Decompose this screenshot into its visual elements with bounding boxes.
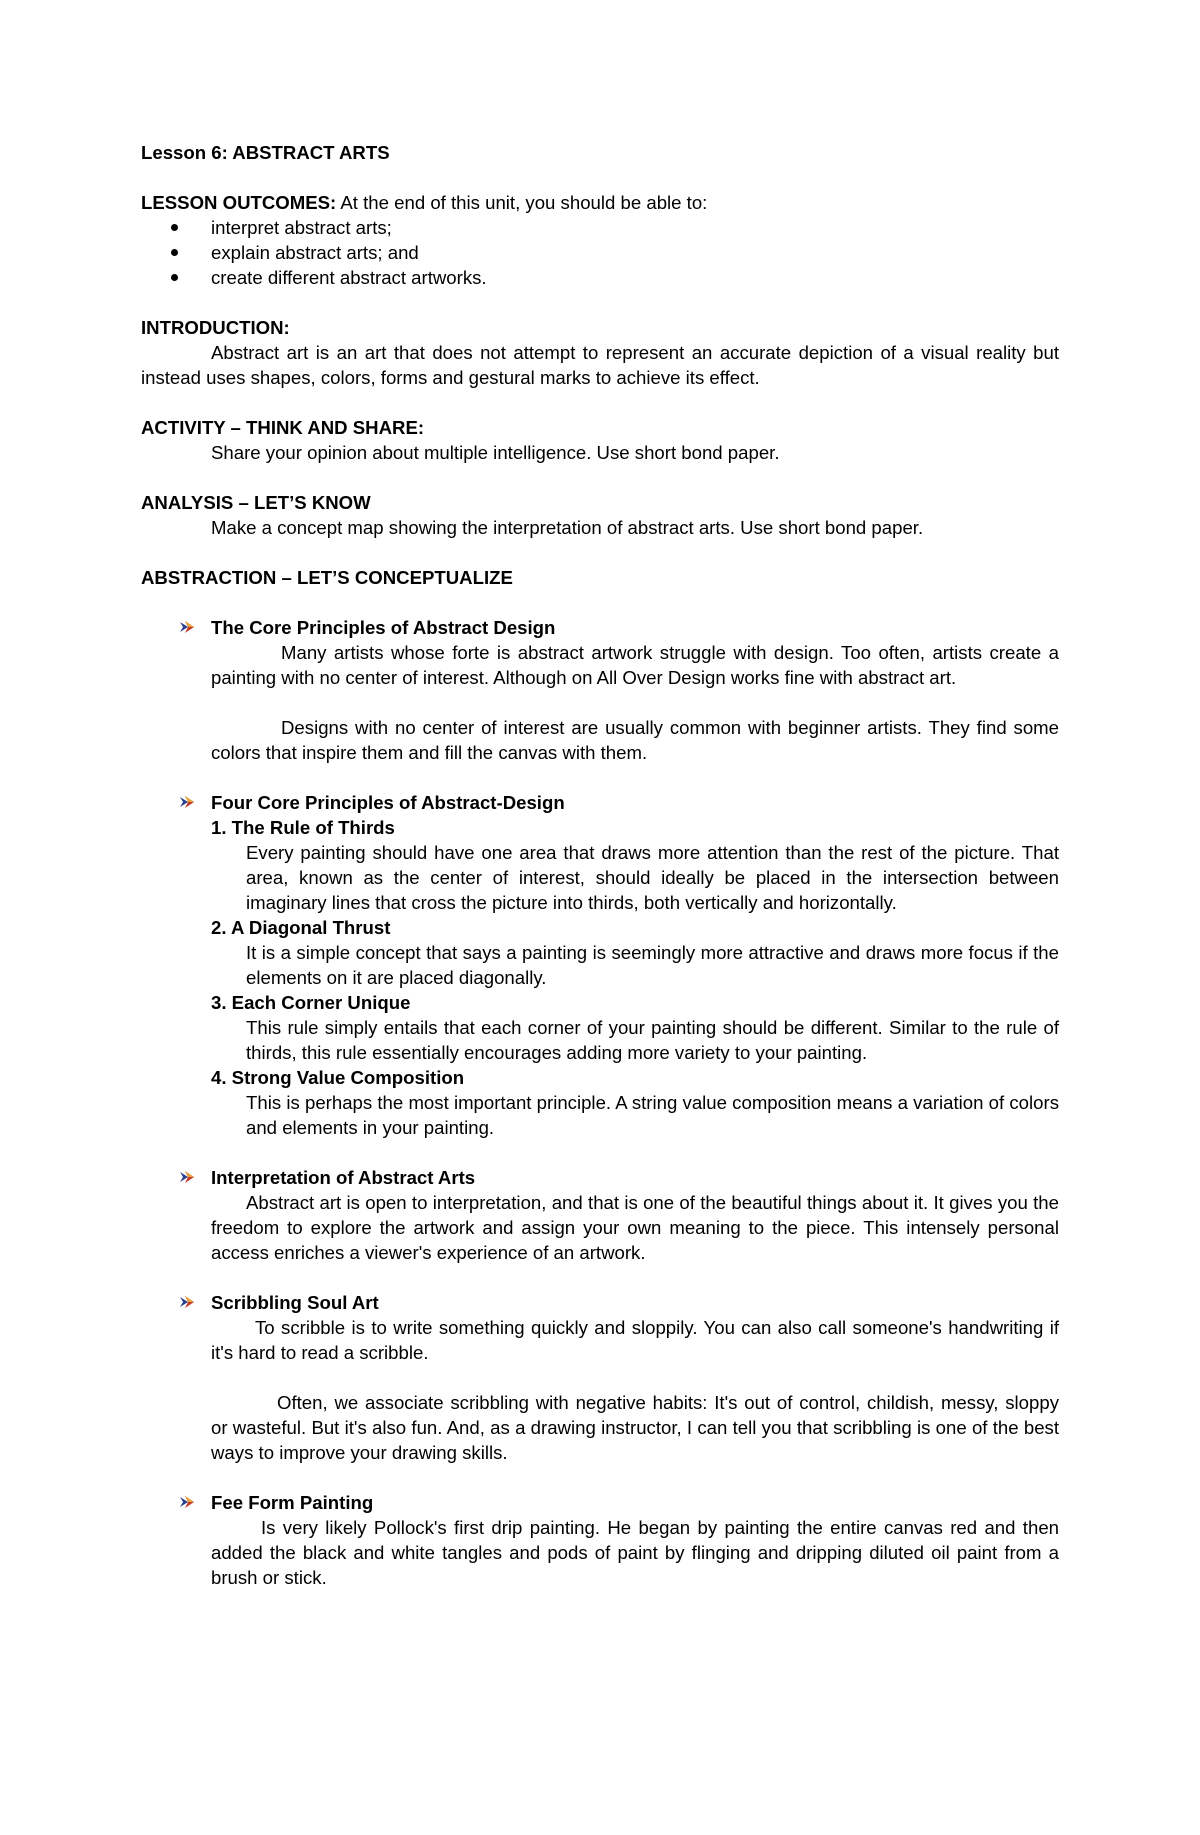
topic-title: The Core Principles of Abstract Design (211, 617, 556, 638)
principle-text: This rule simply entails that each corner of your painting should be different. Similar to the rule of thirds, this rule essentially encourages adding more variety to your painting. (246, 1017, 1059, 1063)
arrow-bullet-icon (179, 795, 195, 809)
topic-paragraph: Is very likely Pollock's first drip painting. He began by painting the entire canvas red and then added the black and white tangles and pods of paint by flinging and dripping diluted oil paint from a brush or stick. (211, 1517, 1059, 1588)
list-item: create different abstract artworks. (211, 265, 1059, 290)
principle-heading: 4. Strong Value Composition (211, 1067, 465, 1088)
principle-text: It is a simple concept that says a painting is seemingly more attractive and draws more focus if the elements on it are placed diagonally. (246, 942, 1059, 988)
topic-title: Scribbling Soul Art (211, 1292, 379, 1313)
bullet-dot-icon (171, 249, 178, 256)
topic-interpretation (141, 1165, 1059, 1265)
topic-freeform (141, 1490, 1059, 1590)
topic-title: Four Core Principles of Abstract-Design (211, 792, 565, 813)
document-content (141, 140, 1059, 1590)
analysis-text: Make a concept map showing the interpretation of abstract arts. Use short bond paper. (211, 517, 924, 538)
topic-paragraph: To scribble is to write something quickly and sloppily. You can also call someone's handwriting if it's hard to read a scribble. (211, 1317, 1059, 1363)
topic-paragraph: Abstract art is open to interpretation, and that is one of the beautiful things about it. It gives you the freedom to explore the artwork and assign your own meaning to the piece. This intensely personal access enriches a viewer's experience of an artwork. (211, 1192, 1059, 1263)
introduction-heading: INTRODUCTION: (141, 317, 290, 338)
topic-scribbling (141, 1290, 1059, 1465)
activity-heading: ACTIVITY – THINK AND SHARE: (141, 417, 425, 438)
activity-text: Share your opinion about multiple intelligence. Use short bond paper. (211, 442, 780, 463)
topic-paragraph: Designs with no center of interest are usually common with beginner artists. They find some colors that inspire them and fill the canvas with them. (211, 717, 1059, 763)
lesson-title: Lesson 6: ABSTRACT ARTS (141, 142, 390, 163)
topic-paragraph: Many artists whose forte is abstract artwork struggle with design. Too often, artists create a painting with no center of interest. Although on All Over Design works fine with abstract art. (211, 642, 1059, 688)
topic-paragraph: Often, we associate scribbling with negative habits: It's out of control, childish, messy, sloppy or wasteful. But it's also fun. And, as a drawing instructor, I can tell you that scribbling is one of the best ways to improve your drawing skills. (211, 1392, 1059, 1463)
arrow-bullet-icon (179, 620, 195, 634)
list-item: explain abstract arts; and (211, 240, 1059, 265)
introduction-text: Abstract art is an art that does not attempt to represent an accurate depiction of a visual reality but instead uses shapes, colors, forms and gestural marks to achieve its effect. (141, 342, 1059, 388)
outcomes-label: LESSON OUTCOMES: (141, 192, 337, 213)
outcomes-intro: At the end of this unit, you should be able to: (336, 192, 708, 213)
list-item: interpret abstract arts; (211, 215, 1059, 240)
principle-text: This is perhaps the most important principle. A string value composition means a variation of colors and elements in your painting. (246, 1092, 1059, 1138)
principle-heading: 2. A Diagonal Thrust (211, 917, 391, 938)
arrow-bullet-icon (179, 1495, 195, 1509)
principle-heading: 3. Each Corner Unique (211, 992, 411, 1013)
topic-title: Interpretation of Abstract Arts (211, 1167, 476, 1188)
topic-title: Fee Form Painting (211, 1492, 374, 1513)
topic-core-principles (141, 615, 1059, 765)
principle-text: Every painting should have one area that draws more attention than the rest of the picture. That area, known as the center of interest, should ideally be placed in the intersection between imaginary lines that cross the picture into thirds, both vertically and horizontally. (246, 842, 1059, 913)
arrow-bullet-icon (179, 1295, 195, 1309)
arrow-bullet-icon (179, 1170, 195, 1184)
abstraction-heading: ABSTRACTION – LET’S CONCEPTUALIZE (141, 567, 513, 588)
outcomes-list (141, 215, 1059, 290)
bullet-dot-icon (171, 224, 178, 231)
bullet-dot-icon (171, 274, 178, 281)
principle-heading: 1. The Rule of Thirds (211, 817, 395, 838)
analysis-heading: ANALYSIS – LET’S KNOW (141, 492, 371, 513)
outcomes-line (141, 190, 1059, 215)
topic-four-principles (141, 790, 1059, 1140)
